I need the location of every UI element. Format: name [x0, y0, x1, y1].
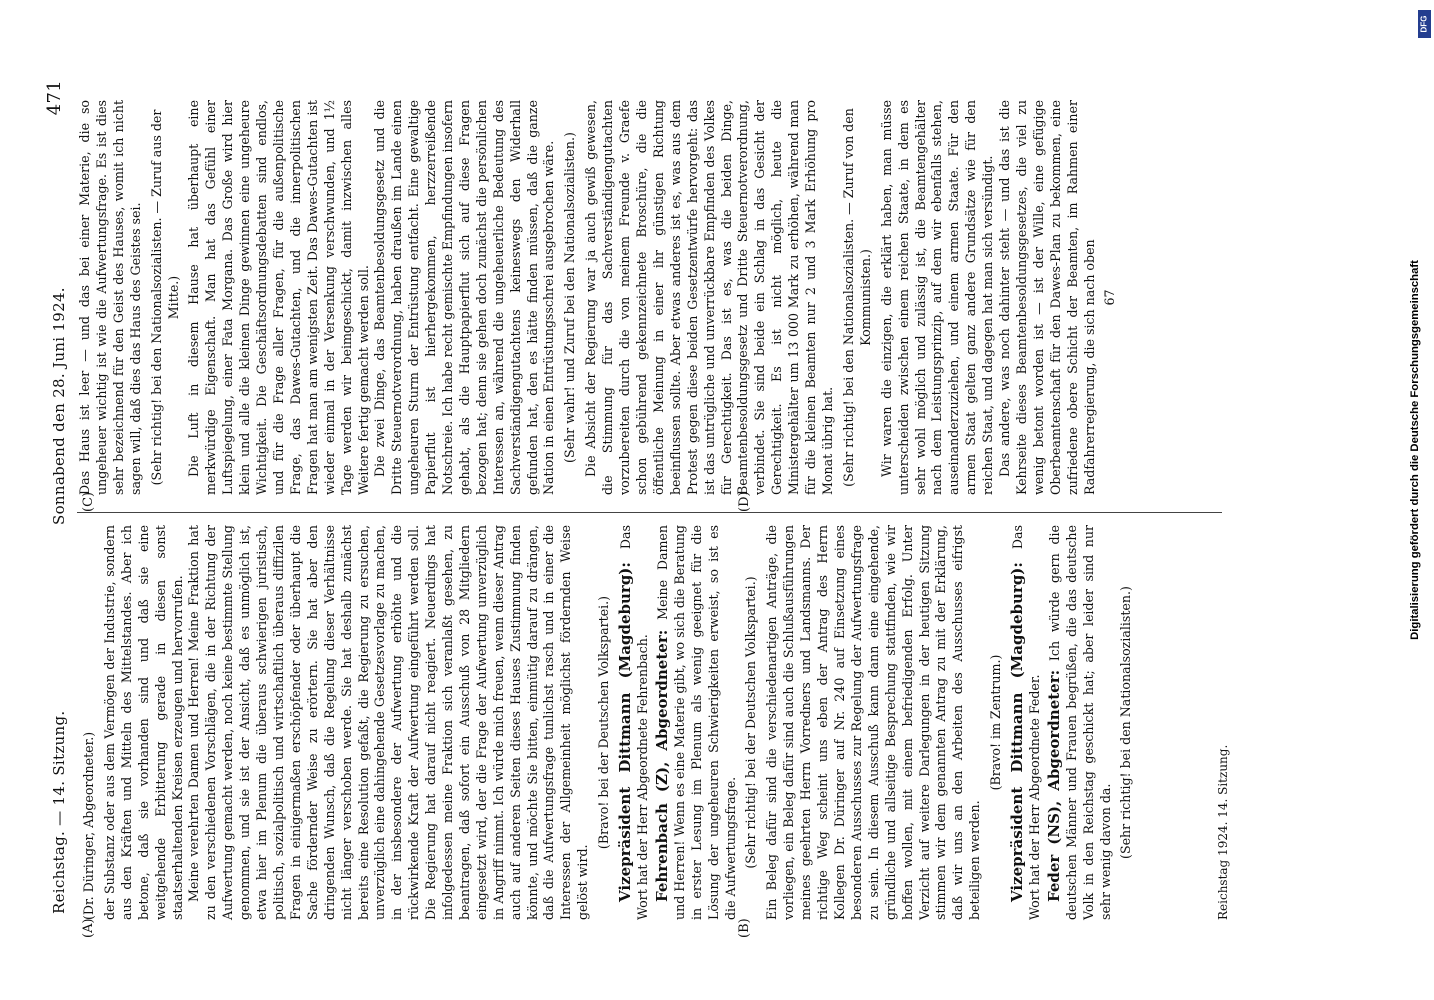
- interjection: (Bravo! im Zentrum.): [988, 654, 1004, 791]
- paragraph: Die zwei Dinge, das Beamtenbesoldungsgesetz und die Dritte Steuernotverordnung, haben draußen im Lande einen ungeheuren Sturm der Entrüstung entfacht. Eine gewaltige Papierflut ist hierhergekommen, herzzerreißende Notschreie. Ich habe recht gemischte Empfindungen insofern gehabt, als die Hauptpapierflut sich auf diese Fragen bezogen hat; denn sie gehen doch zunächst die persönlichen Interessen an, während die ungeheuerliche Bedeutung des Sachverständigengutachtens keineswegs den Widerhall gefunden hat, den es hätte finden müssen, daß die ganze Nation in einen Entrüstungsschrei ausgebrochen wäre.: [372, 100, 557, 495]
- paragraph: Wir waren die einzigen, die erklärt haben, man müsse unterscheiden zwischen einem reichen Staate, in dem es sehr wohl möglich und zulässig ist, die Beamtengehälter nach dem Leistungsprinzip, auf dem wir ebenfalls stehen, auseinanderzuziehen, und einem armen Staate. Für den armen Staat gelten ganz andere Grundsätze wie für den reichen Staat, und dagegen hat man sich versündigt.: [878, 100, 996, 495]
- digitization-credit: [1404, 10, 1426, 890]
- paragraph: Das Haus ist leer — und das bei einer Materie, die so ungeheuer wichtig ist wie die Aufwertungsfrage. Es ist dies sehr bezeichnend für den Geist des Hauses, womit ich nicht sagen will, daß dies das Haus des Geistes sei.: [77, 100, 143, 495]
- speaker-name: Vizepräsident Dittmann (Magdeburg):: [1008, 562, 1027, 902]
- paragraph: Das Wort hat der Herr Abgeordnete Fehrenbach.: [618, 525, 650, 920]
- margin-mark-a: (A): [81, 918, 96, 938]
- header-left: Reichstag. — 14. Sitzung.: [50, 710, 68, 914]
- speaker-name: Vizepräsident Dittmann (Magdeburg):: [616, 562, 635, 902]
- paragraph: Die Luft in diesem Hause hat überhaupt eine merkwürdige Eigenschaft. Man hat das Gefühl einer Luftspiegelung, einer Fata Morgana. Das Große wird hier klein und alle die kleinen Dinge gewinnen eine ungeheure Wichtigkeit. Die Geschäftsordnungsdebatten sind endlos, und für die Frage aller Fragen, für die außenpolitische Frage, das Dawes-Gutachten, und die innerpolitischen Fragen hat man am wenigsten Zeit. Das Dawes-Gutachten ist wieder einmal in der Versenkung verschwunden, und 1½ Tage werden wir beimgeschickt, damit inzwischen alles Weitere fertig gemacht werden soll.: [186, 100, 371, 495]
- margin-mark-b: (B): [737, 918, 752, 938]
- page-number: 471: [44, 80, 65, 116]
- paragraph: Meine verehrten Damen und Herren! Meine Fraktion hat zu den verschiedenen Vorschlägen, die in der Richtung der Aufwertung gemacht werden, noch keine bestimmte Stellung genommen, und sie ist der Ansicht, daß es unmöglich ist, etwa hier im Plenum die überaus schwierigen juristisch, politisch, sozialpolitisch und wirtschaftlich überaus diffizilen Fragen in einigermaßen erschöpfender oder überhaupt die Sache fördernder Weise zu erörtern. Sie hat aber den dringenden Wunsch, daß die Regelung dieser Verhältnisse nicht länger verschoben werde. Sie hat deshalb zunächst bereits eine Resolution gefaßt, die Regierung zu ersuchen, unverzüglich eine dahingehende Gesetzesvorlage zu machen, in der insbesondere der Aufwertung erhöhte und die rückwirkende Kraft der Aufwertung eingeführt werden soll. Die Regierung hat darauf nicht reagiert. Neuerdings hat infolgedessen meine Fraktion sich veranlaßt gesehen, zu beantragen, daß sofort ein Ausschuß von 28 Mitgliedern eingesetzt wird, der die Frage der Aufwertung unverzüglich in Angriff nimmt. Ich würde mich freuen, wenn dieser Antrag auch auf anderen Seiten dieses Hauses Zustimmung finden könnte, und möchte Sie bitten, einmütig darauf zu drängen, daß die Aufwertungsfrage tunlichst rasch und in einer die Interessen der Allgemeinheit möglichst fördernden Weise gelöst wird.: [186, 525, 591, 920]
- interjection: (Sehr richtig! bei den Nationalsozialisten.): [1118, 586, 1134, 859]
- margin-mark-d: (D): [737, 491, 752, 512]
- column-left: [77, 525, 1139, 920]
- speaker-name: Fehrenbach (Z), Abgeordneter:: [652, 629, 671, 902]
- speaker-continuation: (Dr. Düringer, Abgeordneter.): [81, 731, 96, 920]
- rotated-page-content: [44, 60, 1247, 940]
- paragraph: Das Wort hat der Herr Abgeordnete Feder.: [1010, 525, 1042, 920]
- column-divider: [77, 512, 1222, 513]
- interjection: (Sehr richtig! bei der Deutschen Volkspartei.): [743, 576, 759, 869]
- column-right: [77, 100, 1123, 495]
- paragraph: Ich würde gern die deutschen Männer und Frauen begrüßen, die das deutsche Volk in den Reichstag geschickt hat; aber leider sind nur sehr wenig davon da.: [1046, 525, 1113, 920]
- paragraph: Das andere, was noch dahinter steht — und das ist die Kehrseite dieses Beamtenbesoldungsgesetzes, die viel zu wenig betont worden ist — ist der Wille, eine gefügige Oberbeamtenschaft für den Dawes-Plan zu bekommen, eine zufriedene obere Schicht der Beamten, im Rahmen einer Radfahrerregierung, die sich nach oben: [997, 100, 1097, 495]
- speaker-name: Feder (NS), Abgeordneter:: [1044, 669, 1063, 902]
- paragraph: Ein Beleg dafür sind die verschiedenartigen Anträge, die vorliegen, ein Beleg dafür sind auch die Schlußausführungen meines geehrten Herrn Vorredners und Landsmanns. Der richtige Weg scheint uns eben der Antrag des Herrn Kollegen Dr. Düringer auf Nr. 240 auf Einsetzung eines besonderen Ausschusses zur Regelung der Aufwertungsfrage zu sein. In diesem Ausschuß kann dann eine eingehende, gründliche und allseitige Besprechung stattfinden, wie wir hoffen wollen, mit einem befriedigenden Erfolg. Unter Verzicht auf weitere Darlegungen in der heutigen Sitzung stimmen wir dem genannten Antrag zu mit der Erklärung, daß wir uns an den Arbeiten des Ausschusses eifrigst beteiligen werden.: [764, 525, 983, 920]
- paragraph: Meine Damen und Herren! Wenn es eine Materie gibt, wo sich die Beratung in erster Lesung im Plenum als wenig geeignet für die Lösung der ungeheuren Schwierigkeiten erweist, so ist es die Aufwertungsfrage.: [654, 525, 738, 920]
- paragraph: Die Absicht der Regierung war ja auch gewiß gewesen, die Stimmung für das Sachverständigengutachten vorzubereiten durch die von meinem Freunde v. Graefe schon gebührend gekennzeichnete Broschüre, die die öffentliche Meinung in einer ihr günstigen Richtung beeinflussen sollte. Aber etwas anderes ist es, was aus dem Protest gegen diese beiden Gesetzentwürfe hervorgeht: das ist das untrügliche und unverrückbare Empfinden des Volkes für Gerechtigkeit. Das ist es, was die beiden Dinge, Beamtenbesoldungsgesetz und Dritte Steuernotverordnung, verbindet. Sie sind beide ein Schlag in das Gesicht der Gerechtigkeit. Es ist nicht möglich, heute die Ministergehälter um 13 000 Mark zu erhöhen, während man für die kleinen Beamten nur 2 und 3 Mark Erhöhung pro Monat übrig hat.: [583, 100, 835, 495]
- page-header: [44, 60, 73, 940]
- interjection: (Sehr richtig! bei den Nationalsozialisten. — Zuruf aus der Mitte.): [148, 109, 181, 486]
- credit-text: Digitalisierung gefördert durch die Deutsche Forschungsgemeinschaft: [1409, 260, 1421, 640]
- header-date: Sonnabend den 28. Juni 1924.: [50, 287, 68, 525]
- margin-mark-c: (C): [81, 491, 96, 512]
- interjection: (Bravo! bei der Deutschen Volkspartei.): [596, 595, 612, 850]
- signature-mark: 67: [1102, 289, 1118, 306]
- paragraph: der Substanz oder aus dem Vermögen der Industrie, sondern aus den Kräften und Mitteln des Mittelstandes. Aber ich betone, daß sie vorhanden sind und daß sie eine weitgehende Erbitterung gerade in diesen sonst staatserhaltenden Kreisen erzeugen und hervorrufen.: [101, 525, 185, 920]
- interjection: (Sehr richtig! bei den Nationalsozialisten. — Zuruf von den Kommunisten.): [840, 108, 873, 487]
- dfg-logo-icon: [1418, 10, 1431, 38]
- interjection: (Sehr wahr! und Zuruf bei den Nationalsozialisten.): [562, 132, 578, 463]
- logo-text: DFG: [1419, 15, 1429, 33]
- page-footer-label: Reichstag 1924. 14. Sitzung.: [1216, 744, 1230, 920]
